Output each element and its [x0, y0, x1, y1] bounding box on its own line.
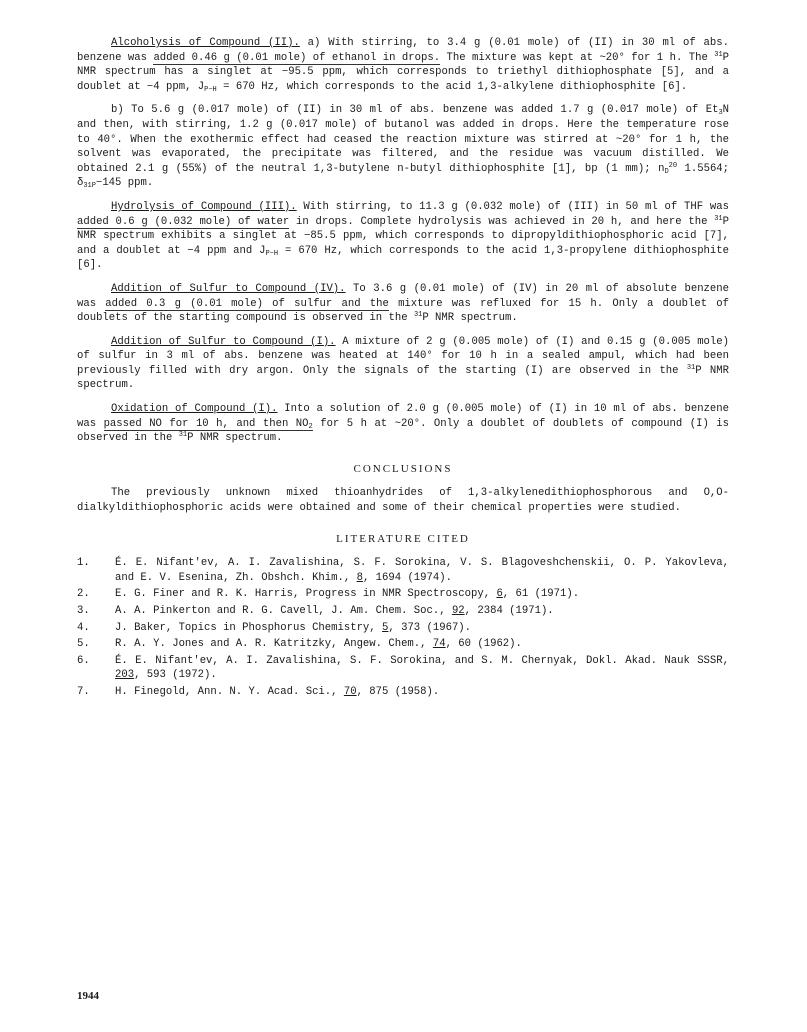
subscript: 2	[308, 422, 313, 431]
conclusions-text: The previously unknown mixed thioanhydrides of 1,3-alkylenedithiophosphorous and O,O-dialkyldithiophosphoric acids were obtained and some of their chemical properties were studied.	[77, 487, 729, 515]
underlined-text-run: added 0.3 g (0.01 mole) of sulfur and the	[105, 297, 389, 310]
text-run: Into a solution of 2.0 g (0.005 mole) of (I) in 10 ml of abs. benzene was	[77, 403, 729, 430]
section-title-sulfur-i: Addition of Sulfur to Compound (I).	[111, 335, 336, 348]
reference-item	[77, 637, 729, 652]
page-body	[77, 36, 729, 702]
underlined-text-run: added 0.46 g (0.01 mole) of ethanol in drops.	[153, 51, 441, 64]
text-run: mixture was refluxed for 15 h. Only a doublet of doublets of the starting compound is observed in the	[77, 297, 729, 325]
underlined-text-run	[104, 418, 313, 431]
section-title-alcoholysis: Alcoholysis of Compound (II).	[111, 37, 300, 49]
superscript: 31	[686, 363, 696, 372]
reference-volume: 8	[356, 571, 363, 584]
text-run: for 5 h at ~20°. Only a doublet of doublets of compound (I) is observed in the	[77, 417, 730, 445]
reference-number: 3.	[77, 605, 90, 617]
text-run: P NMR spectrum exhibits a singlet at −85.5 ppm, which corresponds to dipropyldithiophosphoric acid [7], and a doublet at −4 ppm and J	[77, 215, 729, 257]
subscript: 31P	[83, 182, 96, 191]
reference-volume: 92	[451, 605, 465, 617]
reference-volume: 6	[496, 588, 503, 601]
text-run: To 3.6 g (0.01 mole) of (IV) in 20 ml of absolute benzene was	[77, 282, 729, 310]
reference-item	[77, 685, 729, 700]
text-run: P NMR spectrum.	[77, 364, 729, 392]
reference-number: 7.	[77, 685, 90, 698]
text-run: = 670 Hz, which corresponds to the acid 1,3-propylene dithiophosphite [6].	[77, 244, 729, 272]
text-run: P NMR spectrum.	[422, 312, 518, 325]
reference-number: 2.	[77, 588, 90, 601]
text-run: a) With stirring, to 3.4 g (0.01 mole) of (II) in 30 ml of abs. benzene was	[77, 37, 729, 64]
text-run: passed NO for 10 h, and then NO	[103, 417, 309, 430]
reference-text: , 593 (1972).	[134, 669, 217, 682]
reference-list	[77, 556, 729, 699]
reference-number: 1.	[77, 557, 90, 570]
superscript: 20	[668, 161, 678, 170]
superscript: 31	[714, 214, 723, 223]
text-run: P NMR spectrum.	[187, 432, 283, 445]
reference-volume: 74	[432, 638, 446, 651]
reference-item	[77, 621, 729, 636]
text-run: b) To 5.6 g (0.017 mole) of (II) in 30 ml of abs. benzene was added 1.7 g (0.017 mole) of Et	[111, 104, 719, 117]
text-run: P NMR spectrum has a singlet at −95.5 ppm, which corresponds to triethyl dithiophosphate [5], and a doublet at −4 ppm, J	[77, 51, 730, 93]
subscript: D	[664, 167, 669, 176]
reference-item	[77, 587, 729, 602]
subscript: P−H	[204, 85, 217, 94]
superscript: 31	[714, 50, 723, 59]
reference-text: É. E. Nifant'ev, A. I. Zavalishina, S. F. Sorokina, V. S. Blagoveshchenskii, O. P. Yakovleva, and E. V. Esenina, Zh. Obshch. Khim.,	[115, 557, 729, 584]
underlined-text-run: added 0.6 g (0.032 mole) of water	[77, 215, 290, 228]
paragraph-alcoholysis-a	[77, 36, 729, 94]
section-title-sulfur-iv: Addition of Sulfur to Compound (IV).	[111, 282, 346, 295]
superscript: 31	[413, 311, 423, 320]
reference-text: , 2384 (1971).	[464, 605, 554, 617]
conclusions-heading: CONCLUSIONS	[353, 462, 453, 475]
paragraph-hydrolysis	[77, 200, 729, 273]
reference-text: E. G. Finer and R. K. Harris, Progress in NMR Spectroscopy,	[115, 588, 497, 601]
reference-text: A. A. Pinkerton and R. G. Cavell, J. Am. Chem. Soc.,	[115, 605, 452, 617]
reference-number: 4.	[77, 621, 90, 634]
subscript: P−H	[265, 249, 279, 258]
literature-heading: LITERATURE CITED	[336, 532, 470, 545]
reference-item	[77, 556, 729, 585]
paragraph-sulfur-iv	[77, 282, 729, 326]
reference-text: J. Baker, Topics in Phosphorus Chemistry,	[115, 621, 383, 634]
paragraph-oxidation	[77, 402, 729, 446]
reference-text: É. E. Nifant'ev, A. I. Zavalishina, S. F. Sorokina, and S. M. Chernyak, Dokl. Akad. Nauk SSSR,	[115, 654, 729, 667]
reference-number: 6.	[77, 654, 90, 667]
paragraph-sulfur-i	[77, 335, 729, 393]
text-run: The mixture was kept at ~20° for 1 h. The	[440, 51, 715, 64]
reference-number: 5.	[77, 638, 90, 651]
reference-text: , 61 (1971).	[502, 588, 580, 601]
reference-text: , 373 (1967).	[388, 621, 472, 634]
section-title-hydrolysis: Hydrolysis of Compound (III).	[111, 200, 297, 213]
reference-text: , 875 (1958).	[356, 685, 440, 698]
text-run: in drops. Complete hydrolysis was achieved in 20 h, and here the	[289, 215, 715, 228]
page-number: 1944	[77, 990, 99, 1002]
text-run: N and then, with stirring, 1.2 g (0.017 mole) of butanol was added in drops. Here the temperature rose to 40°. When the exothermic effect had ceased the reaction mixture was stirred at ~20° for 1 h, the solvent was evaporated, the precipitate was filtered, and the residue was vacuum distilled. We obtained 2.1 g (55%) of the neutral 1,3-butylene n-butyl dithiophosphite [1], bp (1 mm); n	[77, 104, 729, 175]
reference-volume: 5	[382, 621, 389, 634]
subscript: 3	[718, 109, 723, 118]
superscript: 31	[178, 431, 188, 440]
text-run: −145 ppm.	[95, 177, 154, 190]
reference-item	[77, 604, 729, 619]
text-run: With stirring, to 11.3 g (0.032 mole) of (III) in 50 ml of THF was	[296, 200, 729, 213]
reference-item	[77, 654, 729, 683]
text-run: 1.5564; δ	[77, 162, 730, 190]
section-title-oxidation: Oxidation of Compound (I).	[111, 403, 278, 416]
reference-text: R. A. Y. Jones and A. R. Katritzky, Angew. Chem.,	[115, 638, 433, 651]
text-run: = 670 Hz, which corresponds to the acid 1,3-alkylene dithiophosphite [6].	[216, 80, 688, 93]
reference-text: , 60 (1962).	[445, 638, 522, 651]
reference-volume: 203	[115, 669, 135, 682]
text-run: A mixture of 2 g (0.005 mole) of (I) and 0.15 g (0.005 mole) of sulfur in 3 ml of abs. benzene was heated at 140° for 10 h in a sealed ampul, which had been previously filled with dry argon. Only the signals of the starting (I) are observed in the	[77, 335, 729, 377]
reference-volume: 70	[343, 685, 357, 698]
reference-text: H. Finegold, Ann. N. Y. Acad. Sci.,	[115, 685, 344, 698]
paragraph-alcoholysis-b	[77, 103, 729, 191]
reference-text: , 1694 (1974).	[362, 571, 452, 584]
